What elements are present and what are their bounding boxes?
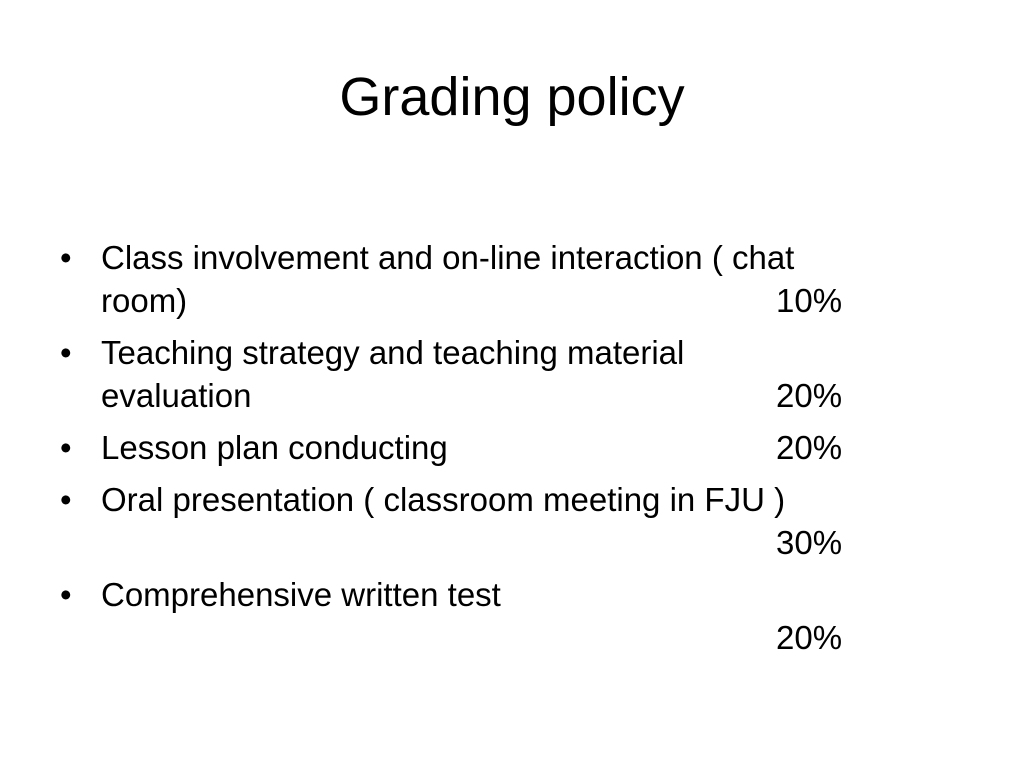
item-percent: 20% [776,429,843,466]
item-line [0,331,1024,374]
item-line [0,236,1024,279]
item-line [0,478,1024,521]
item-percent: 10% [776,282,843,319]
item-label-continued: room) [101,282,188,319]
item-label: Class involvement and on-line interaction ( chat [101,239,795,276]
item-label: Oral presentation ( classroom meeting in FJU ) [101,481,786,518]
bullet-icon: • [60,334,72,371]
bullet-icon: • [60,576,72,613]
list-item [0,478,1024,564]
list-item [0,236,1024,322]
item-percent: 20% [776,619,843,656]
slide-title: Grading policy [339,67,685,127]
bullet-icon: • [60,239,72,276]
grading-list [0,236,1024,659]
item-label-continued: evaluation [101,377,252,414]
item-percent: 20% [776,377,843,414]
list-item [0,573,1024,659]
item-line [0,573,1024,616]
item-line [0,374,1024,417]
item-label: Comprehensive written test [101,576,501,613]
list-item [0,426,1024,469]
item-line [0,521,1024,564]
list-item [0,331,1024,417]
bullet-icon: • [60,481,72,518]
item-line [0,279,1024,322]
item-line [0,426,1024,469]
item-label: Lesson plan conducting [101,429,448,466]
bullet-icon: • [60,429,72,466]
item-percent: 30% [776,524,843,561]
item-line [0,616,1024,659]
item-label: Teaching strategy and teaching material [101,334,685,371]
